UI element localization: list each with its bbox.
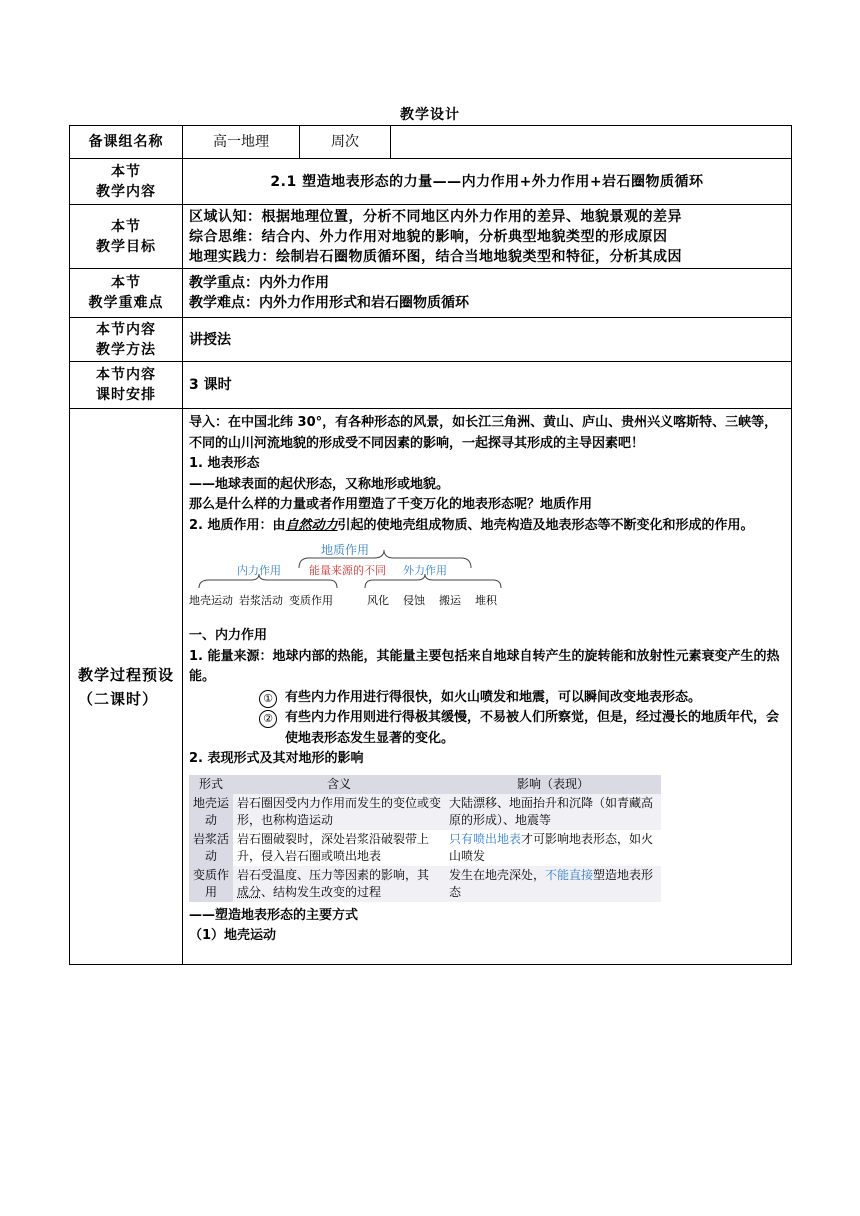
group-name-label: 备课组名称 [70,126,183,159]
inner-force-table [189,775,661,902]
process-label: 教学过程预设（二课时） [70,409,183,965]
subsection-title: （1）地壳运动 [189,928,277,943]
diagram-leaf: 搬运 [439,594,461,607]
method-label: 本节内容 教学方法 [70,318,183,362]
table-row: 地壳运动 岩石圈因受内力作用而发生的变位或变形，也称构造运动 大陆漂移、地面抬升和沉降（如青藏高原的形成）、地震等 [189,794,661,830]
row-schedule [70,362,792,409]
goal-line: 区域认知：根据地理位置，分析不同地区内外力作用的差异、地貌景观的差异 [189,208,682,225]
goals-value [183,205,792,269]
geologic-process-diagram [189,540,785,642]
lesson-plan-table [69,125,792,965]
row-keypoints [70,269,792,318]
content-label: 本节 教学内容 [70,159,183,205]
diagram-leaf: 堆积 [475,594,497,607]
row-process [70,409,792,965]
section-1-title: 1. 地表形态 [189,456,260,471]
diagram-leaf: 地壳运动 [189,594,233,607]
keypoints-label: 本节 教学重难点 [70,269,183,318]
row-content [70,159,792,205]
diagram-middle: 能量来源的不同 [309,564,386,577]
schedule-value: 3 课时 [183,362,792,409]
schedule-label: 本节内容 课时安排 [70,362,183,409]
number-badge: ① [259,690,277,708]
row-method [70,318,792,362]
week-value [391,126,792,159]
table-header: 影响（表现） [445,775,661,794]
diagram-leaf: 侵蚀 [403,594,425,607]
goal-line: 地理实践力：绘制岩石圈物质循环图，结合当地地貌类型和特征，分析其成因 [189,248,682,265]
diagram-internal: 内力作用 [237,564,281,577]
section-1-question: 那么是什么样的力量或者作用塑造了千变万化的地表形态呢？地质作用 [189,497,593,512]
group-name-value: 高一地理 [183,126,300,159]
intro-text: 导入：在中国北纬 30°，有各种形态的风景，如长江三角洲、黄山、庐山、贵州兴义喀斯特、三峡等，不同的山川河流地貌的形成受不同因素的影响，一起探寻其形成的主导因素吧！ [189,415,778,451]
document-title: 教学设计 [400,107,460,123]
diagram-external: 外力作用 [403,564,447,577]
row-group-name [70,126,792,159]
section-1-definition: ——地球表面的起伏形态，又称地形或地貌。 [189,476,450,492]
diagram-leaf: 变质作用 [289,594,333,607]
week-label: 周次 [300,126,391,159]
main-way-text: ——塑造地表形态的主要方式 [189,907,359,923]
list-item: ② 有些内力作用则进行得极其缓慢，不易被人们所察觉，但是，经过漫长的地质年代，会使地表形态发生显著的变化。 [189,708,785,749]
table-row: 岩浆活动 岩石圈破裂时，深处岩浆沿破裂带上升，侵入岩石圈或喷出地表 只有喷出地表才可影响地表形态，如火山喷发 [189,830,661,866]
row-goals [70,205,792,269]
diagram-leaf: 岩浆活动 [239,594,283,607]
section-2-text: 2. 地质作用：由自然动力引起的使地壳组成物质、地壳构造及地表形态等不断变化和形成的作用。 [189,517,754,533]
energy-source-text: 1. 能量来源：地球内部的热能，其能量主要包括来自地球自转产生的旋转能和放射性元素衰变产生的热能。 [189,648,780,684]
keypoints-value: 教学重点：内外力作用 教学难点：内外力作用形式和岩石圈物质循环 [183,269,792,318]
number-badge: ② [259,710,277,728]
table-header: 含义 [233,775,445,794]
table-row: 变质作用 岩石受温度、压力等因素的影响，其成分、结构发生改变的过程 发生在地壳深处，不能直接塑造地表形态 [189,866,661,902]
list-item: ① 有些内力作用进行得很快，如火山喷发和地震，可以瞬间改变地表形态。 [189,688,785,709]
content-value: 2.1 塑造地表形态的力量——内力作用+外力作用+岩石圈物质循环 [183,159,792,205]
diagram-root: 地质作用 [321,543,370,557]
table-header: 形式 [189,775,233,794]
inner-force-heading: 一、内力作用 [189,628,268,643]
process-content [183,409,792,965]
forms-heading: 2. 表现形式及其对地形的影响 [189,751,364,766]
diagram-leaf: 风化 [367,594,389,607]
method-value: 讲授法 [183,318,792,362]
goals-label: 本节 教学目标 [70,205,183,269]
goal-line: 综合思维：结合内、外力作用对地貌的影响，分析典型地貌类型的形成原因 [189,228,668,245]
